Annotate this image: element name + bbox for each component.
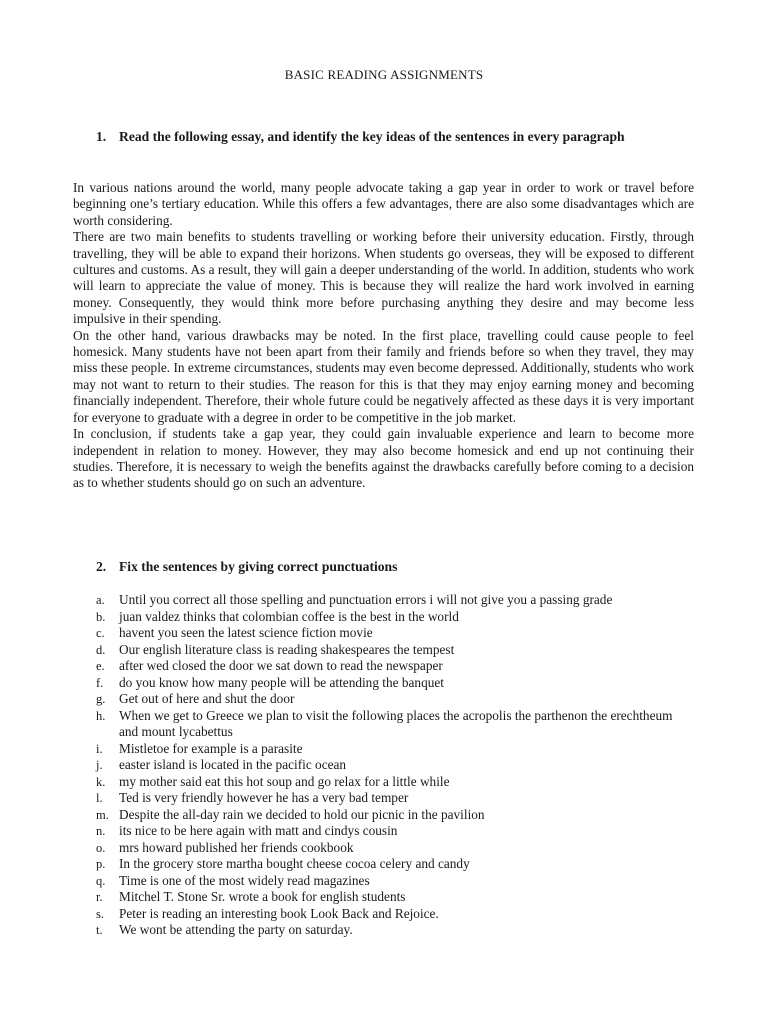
list-item-letter: a. (96, 593, 105, 607)
punctuation-exercise-list (96, 592, 694, 939)
section-1-heading-text: Read the following essay, and identify the key ideas of the sentences in every paragraph (119, 129, 625, 144)
list-item (96, 906, 694, 923)
document-title: BASIC READING ASSIGNMENTS (284, 67, 484, 82)
list-item (96, 625, 694, 642)
list-item-text: Get out of here and shut the door (119, 691, 295, 706)
list-item-text: do you know how many people will be attending the banquet (119, 674, 444, 690)
list-item-letter: n. (96, 824, 106, 838)
list-item-letter: g. (96, 692, 106, 706)
list-item (96, 708, 694, 741)
list-item (96, 741, 694, 758)
list-item (96, 790, 694, 807)
section-1-number: 1. (96, 129, 107, 144)
list-item-text: Ted is very friendly however he has a very bad temper (119, 790, 409, 805)
essay-paragraph-2: There are two main benefits to students travelling or working before their university education. Firstly, through travelling, they will be able to expand their horizons. When students go overseas, they will be exposed to different cultures and customs. As a result, they will gain a deeper understanding of the world. In addition, students who work will learn to appreciate the value of money. This is because they will realize the hard work involved in earning money. Consequently, they would think more before purchasing anything they desire and may become less impulsive in their spending. (73, 229, 694, 327)
list-item-text: havent you seen the latest science fiction movie (119, 625, 373, 640)
list-item (96, 856, 694, 873)
list-item-text: In the grocery store martha bought cheese cocoa celery and candy (119, 856, 470, 871)
list-item-letter: t. (96, 923, 103, 937)
list-item (96, 922, 694, 939)
list-item (96, 774, 694, 791)
list-item-text: Peter is reading an interesting book Look Back and Rejoice. (119, 905, 439, 921)
list-item (96, 675, 694, 692)
list-item-letter: s. (96, 906, 104, 921)
essay-paragraph-3: On the other hand, various drawbacks may be noted. In the first place, travelling could cause people to feel homesick. Many students have not been apart from their family and friends before so when they travel, they may miss these people. In extreme circumstances, students may even become depressed. Additionally, students who work may not want to return to their studies. The reason for this is that they may enjoy earning money and becoming financially independent. Therefore, their whole future could be negatively affected as these days it is very important for everyone to graduate with a degree in order to be competitive in the job market. (73, 327, 694, 425)
list-item-letter: j. (96, 758, 103, 772)
list-item (96, 658, 694, 675)
list-item-text: mrs howard published her friends cookbook (119, 839, 354, 855)
list-item (96, 823, 694, 840)
list-item (96, 609, 694, 626)
list-item-text: Our english literature class is reading shakespeares the tempest (119, 641, 455, 657)
list-item-text: Until you correct all those spelling and punctuation errors i will not give you a passing grade (119, 592, 613, 607)
list-item (96, 840, 694, 857)
list-item-text: Despite the all-day rain we decided to hold our picnic in the pavilion (119, 806, 485, 822)
section-2-heading (96, 558, 694, 575)
essay-body (73, 180, 694, 492)
section-2-number: 2. (96, 559, 107, 574)
list-item (96, 642, 694, 659)
list-item-letter: f. (96, 675, 104, 690)
essay-paragraph-4: In conclusion, if students take a gap year, they could gain invaluable experience and learn to become more independent in relation to money. However, they may also become homesick and end up not continuing their studies. Therefore, it is necessary to weigh the benefits against the drawbacks carefully before coming to a decision as to whether students should go on such an adventure. (73, 426, 694, 491)
list-item-text: juan valdez thinks that colombian coffee is the best in the world (119, 608, 459, 624)
list-item-letter: i. (96, 741, 103, 756)
list-item-letter: h. (96, 708, 106, 723)
list-item-letter: o. (96, 840, 106, 855)
list-item-text: after wed closed the door we sat down to read the newspaper (119, 658, 443, 673)
list-item-letter: d. (96, 642, 106, 657)
section-1-heading (96, 128, 694, 145)
section-2-heading-text: Fix the sentences by giving correct punctuations (119, 559, 398, 574)
list-item-text: We wont be attending the party on saturday. (119, 922, 353, 937)
list-item (96, 873, 694, 890)
list-item-text: Mitchel T. Stone Sr. wrote a book for english students (119, 889, 406, 904)
list-item-letter: m. (96, 807, 109, 822)
list-item-letter: q. (96, 873, 106, 888)
list-item (96, 889, 694, 906)
list-item (96, 592, 694, 609)
list-item-letter: l. (96, 791, 103, 805)
list-item (96, 757, 694, 774)
list-item-text: easter island is located in the pacific ocean (119, 757, 347, 772)
list-item-letter: b. (96, 609, 106, 624)
essay-paragraph-1: In various nations around the world, many people advocate taking a gap year in order to work or travel before beginning one’s tertiary education. While this offers a few advantages, there are also some disadvantages which are worth considering. (73, 180, 694, 228)
list-item (96, 691, 694, 708)
list-item-text: Time is one of the most widely read magazines (119, 872, 370, 888)
list-item-letter: p. (96, 857, 106, 871)
list-item-text: my mother said eat this hot soup and go relax for a little while (119, 773, 450, 789)
list-item-letter: c. (96, 626, 105, 640)
list-item-letter: k. (96, 774, 106, 789)
list-item-letter: r. (96, 890, 103, 904)
list-item-text: its nice to be here again with matt and cindys cousin (119, 823, 398, 838)
list-item-text: When we get to Greece we plan to visit the following places the acropolis the parthenon the erechtheum and mount lycabettus (119, 707, 673, 739)
list-item-letter: e. (96, 659, 105, 673)
list-item (96, 807, 694, 824)
list-item-text: Mistletoe for example is a parasite (119, 740, 303, 756)
